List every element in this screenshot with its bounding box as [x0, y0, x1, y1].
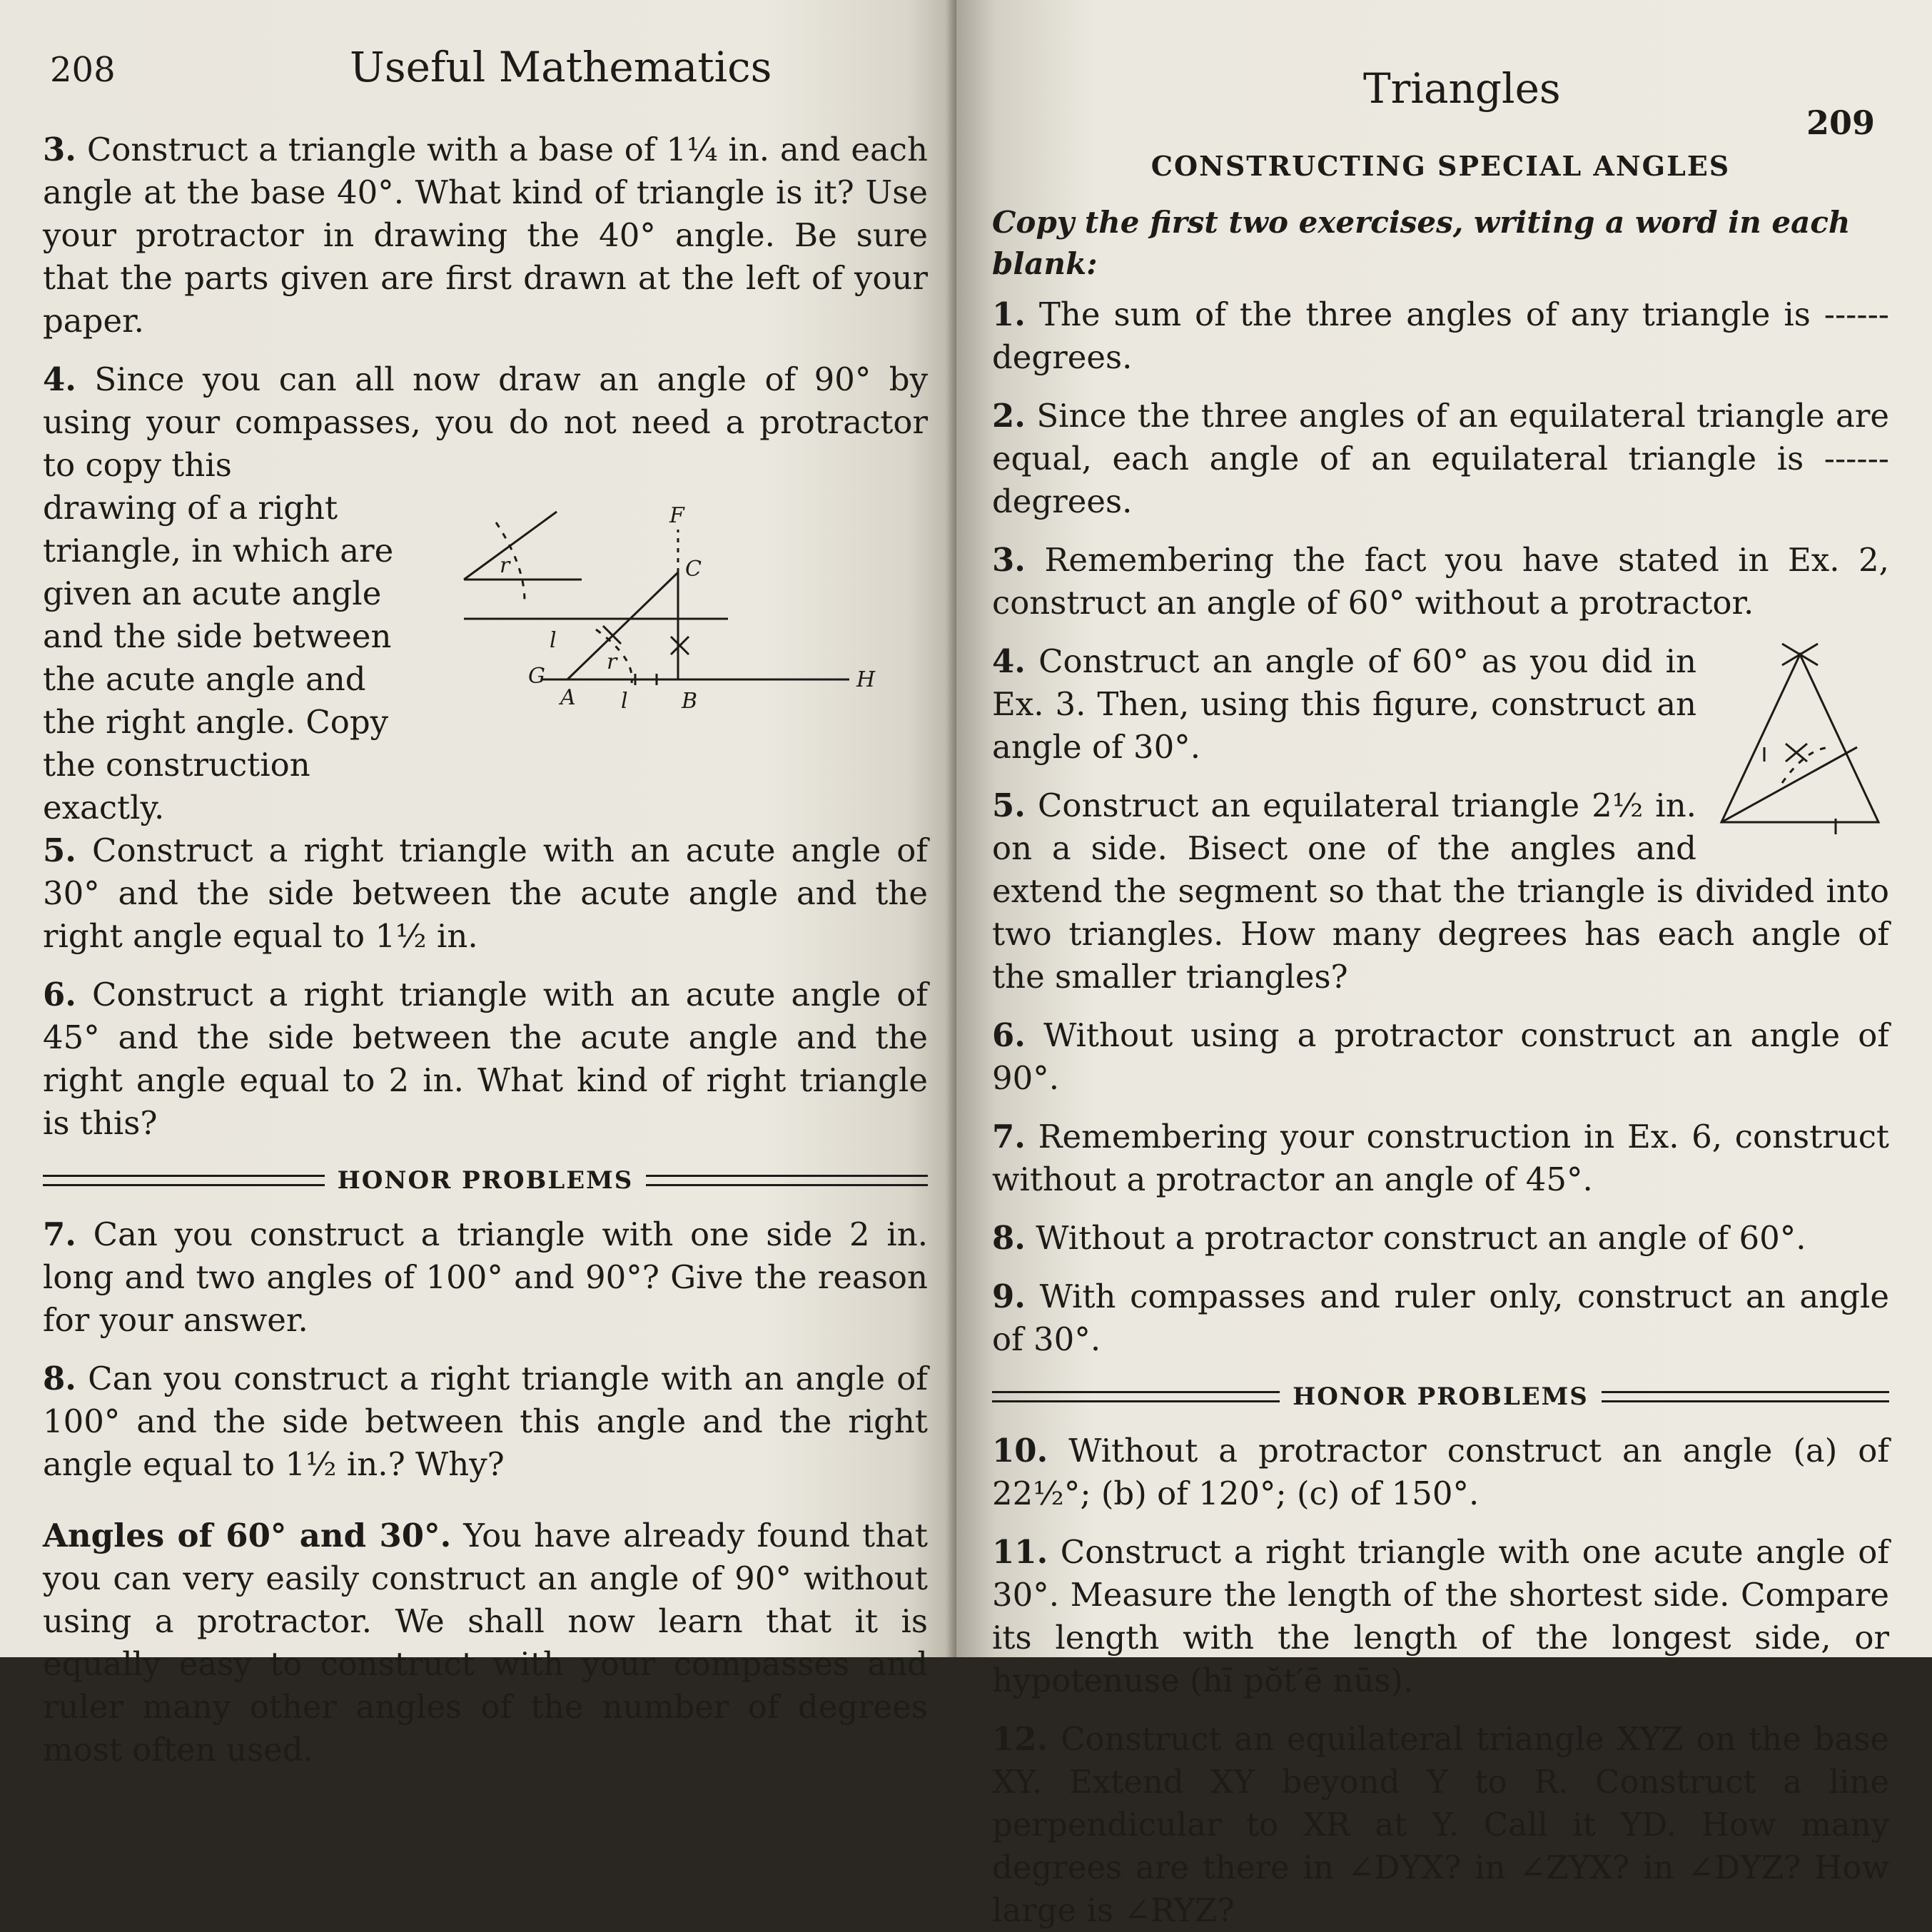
figure-label-r-construct: r	[607, 649, 617, 674]
exercise-number: 7.	[992, 1118, 1026, 1155]
figure-label-C: C	[685, 557, 702, 582]
double-rule	[646, 1175, 928, 1186]
exercise-text: Since you can all now draw an angle of 90° by using your compasses, you do not need a protractor to copy this	[43, 360, 928, 484]
exercise-number: 3.	[43, 131, 76, 168]
exercise-number: 2.	[992, 397, 1026, 435]
double-rule	[43, 1175, 325, 1186]
instruction-line: Copy the first two exercises, writing a word in each blank:	[992, 205, 1851, 281]
closing-text: You have already found that you can very easily construct an angle of 90° without using a protractor. We shall now learn that it is equally easy to construct with your compasses and ruler many other angles of the number of degrees most often used.	[43, 1517, 928, 1769]
exercise-text: Construct a right triangle with an acute angle of 30° and the side between the acute angle and the right angle equal to 1½ in.	[43, 831, 928, 955]
left-page	[0, 0, 956, 1769]
exercise-4-top	[43, 358, 928, 487]
figure-label-r-given: r	[500, 553, 510, 578]
right-page	[956, 0, 1932, 1929]
figure-label-H: H	[856, 667, 876, 692]
exercise-number: 4.	[43, 360, 76, 398]
page-number-left: 208	[50, 50, 116, 90]
figure-label-F: F	[669, 503, 684, 528]
left-header	[43, 29, 928, 128]
running-head-right: Triangles	[1363, 64, 1561, 113]
exercise-text: Since the three angles of an equilateral triangle are equal, each angle of an equilateral triangle is ------ degrees.	[992, 397, 1889, 520]
exercise-number: 5.	[43, 831, 76, 869]
exercise-text: Construct an equilateral triangle 2½ in. on a side. Bisect one of the angles and extend the segment so that the triangle is divided into two triangles. How many degrees has each angle of the smaller triangles?	[992, 787, 1889, 996]
exercise-number: 1.	[992, 295, 1026, 333]
exercise-text: Without using a protractor construct an angle of 90°.	[992, 1016, 1889, 1097]
exercise-text: Construct a right triangle with an acute angle of 45° and the side between the acute angle and the right angle equal to 2 in. What kind of right triangle is this?	[43, 976, 928, 1142]
page-number-right: 209	[1806, 103, 1875, 142]
exercise-text: Can you construct a right triangle with an angle of 100° and the side between this angle and the right angle equal to 1½ in.? Why?	[43, 1360, 928, 1483]
exercise-text: Construct a triangle with a base of 1¼ in. and each angle at the base 40°. What kind of triangle is it? Use your protractor in drawing the 40° angle. Be sure that the parts given are first drawn at the left of your paper.	[43, 131, 928, 340]
exercise-6-right	[992, 1014, 1889, 1100]
exercise-text: Without a protractor construct an angle (a) of 22½°; (b) of 120°; (c) of 150°.	[992, 1432, 1889, 1512]
exercise-number: 8.	[43, 1360, 76, 1397]
exercise-3-right	[992, 539, 1889, 624]
exercise-1	[992, 293, 1889, 379]
exercise-number: 5.	[992, 787, 1026, 824]
honor-problem-8	[43, 1357, 928, 1486]
honor-problems-label: HONOR PROBLEMS	[337, 1166, 634, 1195]
exercise-text: With compasses and ruler only, construct an angle of 30°.	[992, 1278, 1889, 1358]
exercise-number: 10.	[992, 1432, 1048, 1470]
exercise-number: 8.	[992, 1219, 1026, 1257]
exercise-4-with-figure	[43, 487, 928, 829]
double-rule	[1602, 1391, 1889, 1402]
exercise-4-side-text: drawing of a right triangle, in which are given an acute angle and the side between the acute angle and the right angle. Copy the construction exactly.	[43, 489, 394, 826]
exercise-8-right	[992, 1217, 1889, 1260]
exercise-text: Construct an angle of 60° as you did in Ex. 3. Then, using this figure, construct an angle of 30°.	[992, 642, 1696, 766]
exercise-2	[992, 395, 1889, 523]
exercise-number: 4.	[992, 642, 1026, 680]
exercise-text: Can you construct a triangle with one side 2 in. long and two angles of 100° and 90°? Give the reason for your answer.	[43, 1215, 928, 1339]
exercise-text: Without a protractor construct an angle of 60°.	[1036, 1219, 1806, 1257]
honor-problem-7	[43, 1213, 928, 1342]
honor-problem-10	[992, 1430, 1889, 1515]
exercise-text: The sum of the three angles of any triangle is ------ degrees.	[992, 295, 1889, 376]
equilateral-triangle-bisect-figure	[1711, 640, 1889, 840]
exercise-6	[43, 973, 928, 1145]
exercise-number: 7.	[43, 1215, 76, 1253]
figure-label-B: B	[682, 689, 698, 714]
exercise-3	[43, 128, 928, 343]
exercise-text: Remembering the fact you have stated in Ex. 2, construct an angle of 60° without a protractor.	[992, 541, 1889, 622]
honor-problem-11	[992, 1531, 1889, 1702]
honor-problems-label: HONOR PROBLEMS	[1293, 1382, 1589, 1411]
figure-label-G: G	[528, 664, 545, 689]
exercise-7-right	[992, 1116, 1889, 1201]
figure-label-A: A	[560, 685, 576, 710]
honor-problem-12	[992, 1718, 1889, 1932]
exercise-9-right	[992, 1275, 1889, 1361]
running-head-left: Useful Mathematics	[350, 43, 772, 91]
closing-lead: Angles of 60° and 30°.	[43, 1517, 452, 1554]
closing-paragraph	[43, 1514, 928, 1771]
exercise-number: 6.	[992, 1016, 1026, 1054]
right-header	[992, 29, 1889, 142]
exercise-5	[43, 829, 928, 958]
exercise-number: 11.	[992, 1533, 1048, 1571]
exercise-text: Construct an equilateral triangle XYZ on the base XY. Extend XY beyond Y to R. Construct a line perpendicular to XR at Y. Call it YD. How many degrees are there in ∠DYX? in ∠ZYX? in ∠DYZ? How large is ∠RYZ?	[992, 1720, 1889, 1929]
honor-problems-divider-left	[43, 1166, 928, 1195]
figure-label-l-given: l	[550, 628, 557, 653]
exercise-text: Remembering your construction in Ex. 6, construct without a protractor an angle of 45°.	[992, 1118, 1889, 1198]
honor-problems-divider-right	[992, 1382, 1889, 1411]
section-title: CONSTRUCTING SPECIAL ANGLES	[1150, 150, 1731, 182]
double-rule	[992, 1391, 1280, 1402]
right-triangle-construction-figure	[442, 487, 928, 772]
figure-label-l-construct: l	[621, 689, 628, 714]
exercise-number: 9.	[992, 1278, 1026, 1315]
exercise-text: Construct a right triangle with one acute angle of 30°. Measure the length of the shortest side. Compare its length with the length of the longest side, or hypotenuse (hī pŏt′ē nūs).	[992, 1533, 1889, 1699]
exercise-number: 3.	[992, 541, 1026, 579]
exercise-number: 12.	[992, 1720, 1048, 1758]
exercise-number: 6.	[43, 976, 76, 1013]
